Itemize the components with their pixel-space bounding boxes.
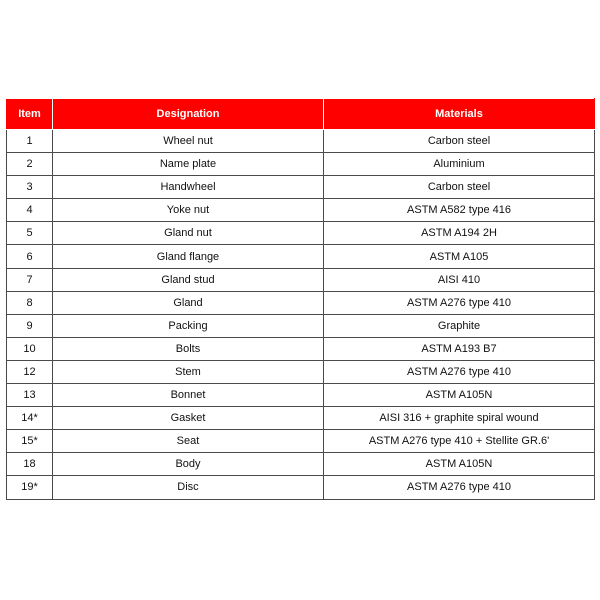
material-cell: ASTM A276 type 410 (324, 291, 595, 314)
table-row (7, 337, 595, 360)
table-row (7, 360, 595, 383)
material-cell: ASTM A105 (324, 245, 595, 268)
table-header-row (7, 99, 595, 130)
material-cell: AISI 410 (324, 268, 595, 291)
material-cell: Aluminium (324, 153, 595, 176)
item-number: 13 (7, 384, 53, 407)
table-row (7, 407, 595, 430)
table-row (7, 130, 595, 153)
table-row (7, 476, 595, 499)
table-row (7, 453, 595, 476)
table-row (7, 430, 595, 453)
designation-cell: Gasket (53, 407, 324, 430)
item-number: 9 (7, 314, 53, 337)
item-number: 10 (7, 337, 53, 360)
material-cell: Carbon steel (324, 176, 595, 199)
designation-cell: Yoke nut (53, 199, 324, 222)
item-number: 18 (7, 453, 53, 476)
material-cell: Carbon steel (324, 130, 595, 153)
designation-cell: Gland nut (53, 222, 324, 245)
item-number: 8 (7, 291, 53, 314)
item-number: 5 (7, 222, 53, 245)
item-number: 12 (7, 360, 53, 383)
table-row (7, 291, 595, 314)
table-row (7, 153, 595, 176)
item-number: 4 (7, 199, 53, 222)
designation-cell: Gland (53, 291, 324, 314)
item-number: 15* (7, 430, 53, 453)
designation-cell: Gland stud (53, 268, 324, 291)
item-number: 2 (7, 153, 53, 176)
header-materials: Materials (324, 99, 595, 130)
designation-cell: Gland flange (53, 245, 324, 268)
material-cell: ASTM A193 B7 (324, 337, 595, 360)
materials-table (6, 98, 595, 500)
table-row (7, 245, 595, 268)
table-row (7, 384, 595, 407)
table-row (7, 314, 595, 337)
table-row (7, 199, 595, 222)
item-number: 7 (7, 268, 53, 291)
header-designation: Designation (53, 99, 324, 130)
table-row (7, 176, 595, 199)
designation-cell: Handwheel (53, 176, 324, 199)
item-number: 3 (7, 176, 53, 199)
item-number: 1 (7, 130, 53, 153)
material-cell: ASTM A582 type 416 (324, 199, 595, 222)
designation-cell: Name plate (53, 153, 324, 176)
designation-cell: Bonnet (53, 384, 324, 407)
materials-table-container (6, 98, 594, 500)
designation-cell: Stem (53, 360, 324, 383)
designation-cell: Seat (53, 430, 324, 453)
table-row (7, 268, 595, 291)
table-row (7, 222, 595, 245)
material-cell: ASTM A276 type 410 + Stellite GR.6' (324, 430, 595, 453)
designation-cell: Packing (53, 314, 324, 337)
material-cell: ASTM A276 type 410 (324, 476, 595, 499)
material-cell: AISI 316 + graphite spiral wound (324, 407, 595, 430)
header-item: Item (7, 99, 53, 130)
item-number: 19* (7, 476, 53, 499)
material-cell: ASTM A105N (324, 453, 595, 476)
material-cell: ASTM A105N (324, 384, 595, 407)
table-body (7, 130, 595, 500)
item-number: 14* (7, 407, 53, 430)
item-number: 6 (7, 245, 53, 268)
designation-cell: Wheel nut (53, 130, 324, 153)
designation-cell: Bolts (53, 337, 324, 360)
designation-cell: Body (53, 453, 324, 476)
material-cell: Graphite (324, 314, 595, 337)
designation-cell: Disc (53, 476, 324, 499)
material-cell: ASTM A276 type 410 (324, 360, 595, 383)
material-cell: ASTM A194 2H (324, 222, 595, 245)
